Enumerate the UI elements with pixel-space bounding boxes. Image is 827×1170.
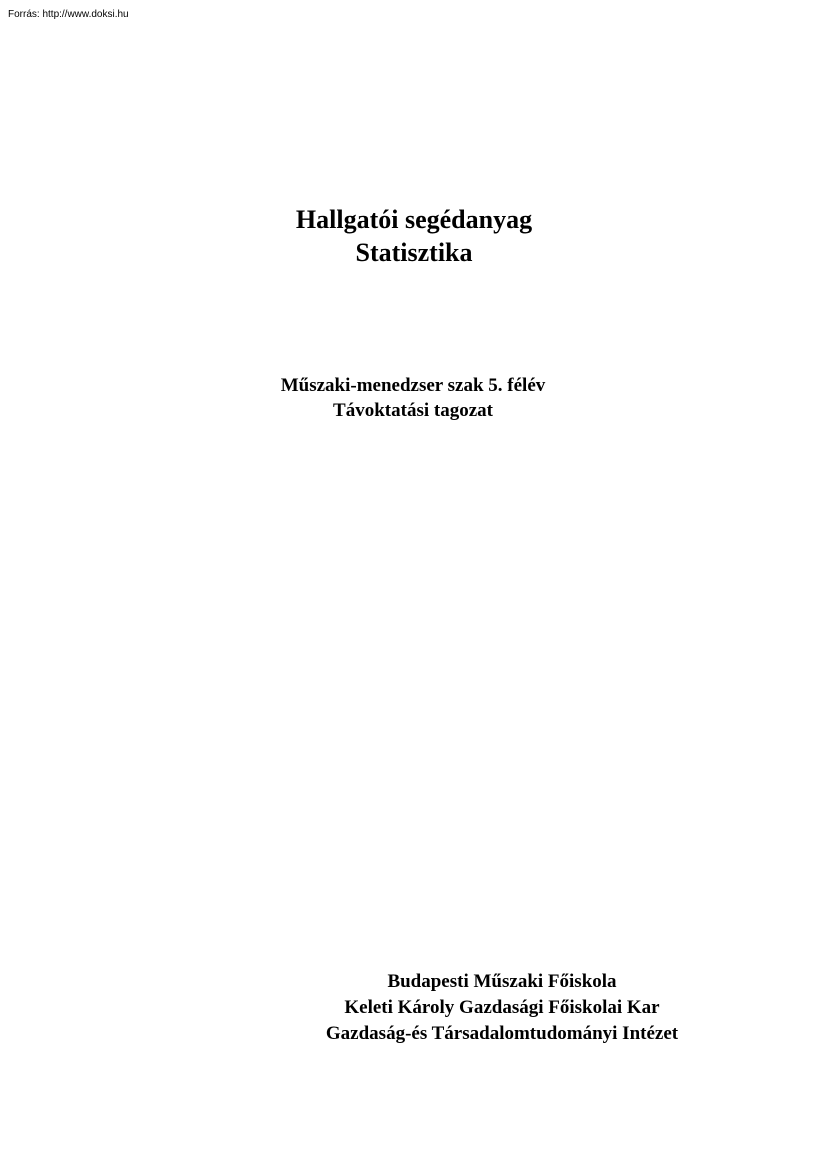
source-link[interactable]: Forrás: http://www.doksi.hu: [8, 9, 129, 20]
course-line-1: Műszaki-menedzser szak 5. félév: [280, 375, 546, 396]
course-line-2: Távoktatási tagozat: [333, 400, 493, 421]
institution-line-1: Budapesti Műszaki Főiskola: [387, 971, 617, 992]
title-line-1: Hallgatói segédanyag: [295, 205, 533, 234]
institution-line-2: Keleti Károly Gazdasági Főiskolai Kar: [344, 997, 660, 1018]
institution-line-3: Gazdaság-és Társadalomtudományi Intézet: [325, 1023, 679, 1044]
institution-info: [268, 969, 736, 1047]
title-line-2: Statisztika: [355, 238, 473, 267]
course-info: [230, 373, 596, 423]
document-title: [250, 203, 578, 269]
